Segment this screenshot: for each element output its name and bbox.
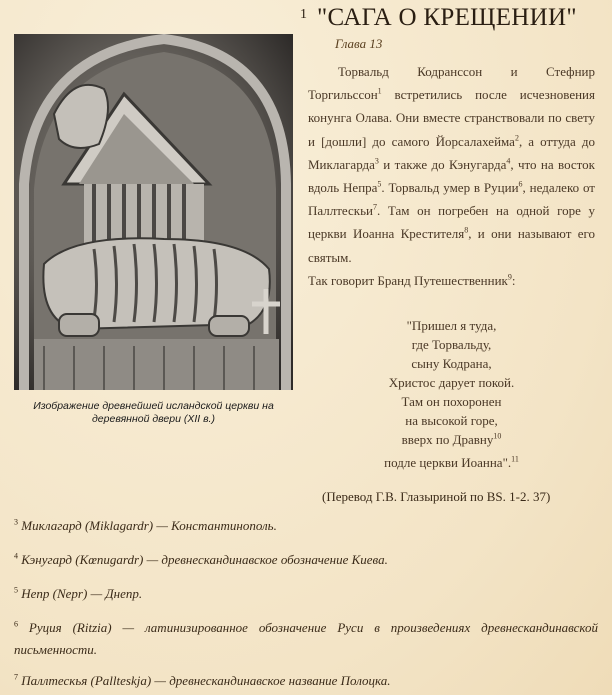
poem-line — [308, 453, 595, 472]
text-run: , что на восток вдоль Непра — [308, 156, 595, 196]
footnote-text: Непр (Nepr) — Днепр. — [21, 586, 143, 601]
poem-line — [308, 335, 595, 354]
title-text: "САГА О КРЕЩЕНИИ" — [317, 4, 577, 31]
poem-line — [308, 392, 595, 411]
footnote-ref-11[interactable]: 11 — [511, 454, 519, 464]
poem-block — [308, 316, 595, 472]
carving-illustration — [14, 34, 293, 390]
footnote-ref-6[interactable]: 6 — [518, 179, 523, 189]
footnote-number: 4 — [14, 551, 18, 561]
footnote-number: 7 — [14, 672, 18, 682]
footnote-ref-9[interactable]: 9 — [507, 272, 512, 282]
body-paragraph — [308, 60, 595, 269]
lead-in-colon: : — [511, 272, 516, 288]
footnote-ref-8[interactable]: 8 — [464, 226, 469, 236]
text-run: . Торвальд умер в Руции — [381, 180, 519, 196]
poem-line-text: где Торвальду, — [411, 337, 492, 352]
footnote-4 — [14, 549, 598, 571]
page-title — [300, 4, 577, 32]
text-run: и также до Кэнугарда — [378, 156, 507, 172]
text-run: Торвальд Кодранссон и Стефнир Торгильссон — [308, 64, 595, 103]
poem-line — [308, 430, 595, 449]
footnote-text: Руция (Ritzia) — латинизированное обозначение Руси в произведениях древнескандинавской письменности. — [14, 620, 599, 657]
text-run: , и они называют его святым. — [308, 226, 595, 265]
footnote-ref-3[interactable]: 3 — [374, 156, 379, 166]
footnote-ref-7[interactable]: 7 — [373, 202, 377, 212]
poem-line-text: сыну Кодрана, — [411, 356, 492, 371]
poem-line-text: Христос дарует покой. — [388, 375, 515, 390]
lead-in-text: Так говорит Бранд Путешественник — [308, 272, 508, 288]
poem-line — [308, 411, 595, 430]
image-caption: Изображение древнейшей исландской церкви на деревянной двери (XII в.) — [33, 400, 274, 425]
poem-line — [308, 354, 595, 373]
footnote-ref-4[interactable]: 4 — [506, 156, 511, 166]
footnote-6 — [14, 617, 598, 661]
poem-line-text: Там он похоронен — [401, 394, 502, 409]
text-run: встретились после исчезновения конунга Олава. Они вместе странствовали по свету и [дошли] до самого Йорсалахейма — [308, 87, 595, 149]
text-run: , недалеко от Паллтескьи — [308, 180, 595, 219]
saga-body — [308, 60, 595, 292]
poem-line — [308, 373, 595, 392]
footnote-text: Кэнугард (Kœnugardr) — древнескандинавское обозначение Киева. — [21, 552, 388, 567]
chapter-heading: Глава 13 — [335, 36, 383, 51]
lead-in-line — [308, 269, 595, 292]
footnote-ref-2[interactable]: 2 — [514, 133, 519, 143]
footnote-ref-10[interactable]: 10 — [493, 431, 502, 441]
poem-line — [308, 316, 595, 335]
footnote-text: Миклагард (Miklagardr) — Константинополь. — [21, 518, 277, 533]
poem-line-text: на высокой горе, — [405, 413, 498, 428]
footnote-3 — [14, 515, 598, 537]
translation-credit: (Перевод Г.В. Глазыриной по BS. 1-2. 37) — [322, 489, 551, 504]
poem-line-text: вверх по Дравну — [401, 432, 494, 447]
footnote-7 — [14, 670, 598, 692]
title-footnote-number: 1 — [300, 7, 307, 22]
poem-line-text: подле церкви Иоанна". — [384, 455, 512, 470]
poem-line-text: "Пришел я туда, — [406, 318, 497, 333]
text-run: . Там он погребен на одной горе у церкви Иоанна Крестителя — [308, 203, 595, 242]
footnote-5 — [14, 583, 598, 605]
footnote-number: 3 — [14, 517, 18, 527]
footnote-ref-5[interactable]: 5 — [377, 179, 382, 189]
church-door-carving-image — [14, 34, 293, 390]
footnote-number: 5 — [14, 585, 18, 595]
text-run: , а оттуда до Миклагарда — [308, 133, 595, 172]
footnote-ref-1[interactable]: 1 — [377, 86, 382, 96]
footnote-text: Паллтескья (Pallteskja) — древнескандинавское название Полоцка. — [21, 673, 391, 688]
footnote-number: 6 — [14, 619, 18, 629]
